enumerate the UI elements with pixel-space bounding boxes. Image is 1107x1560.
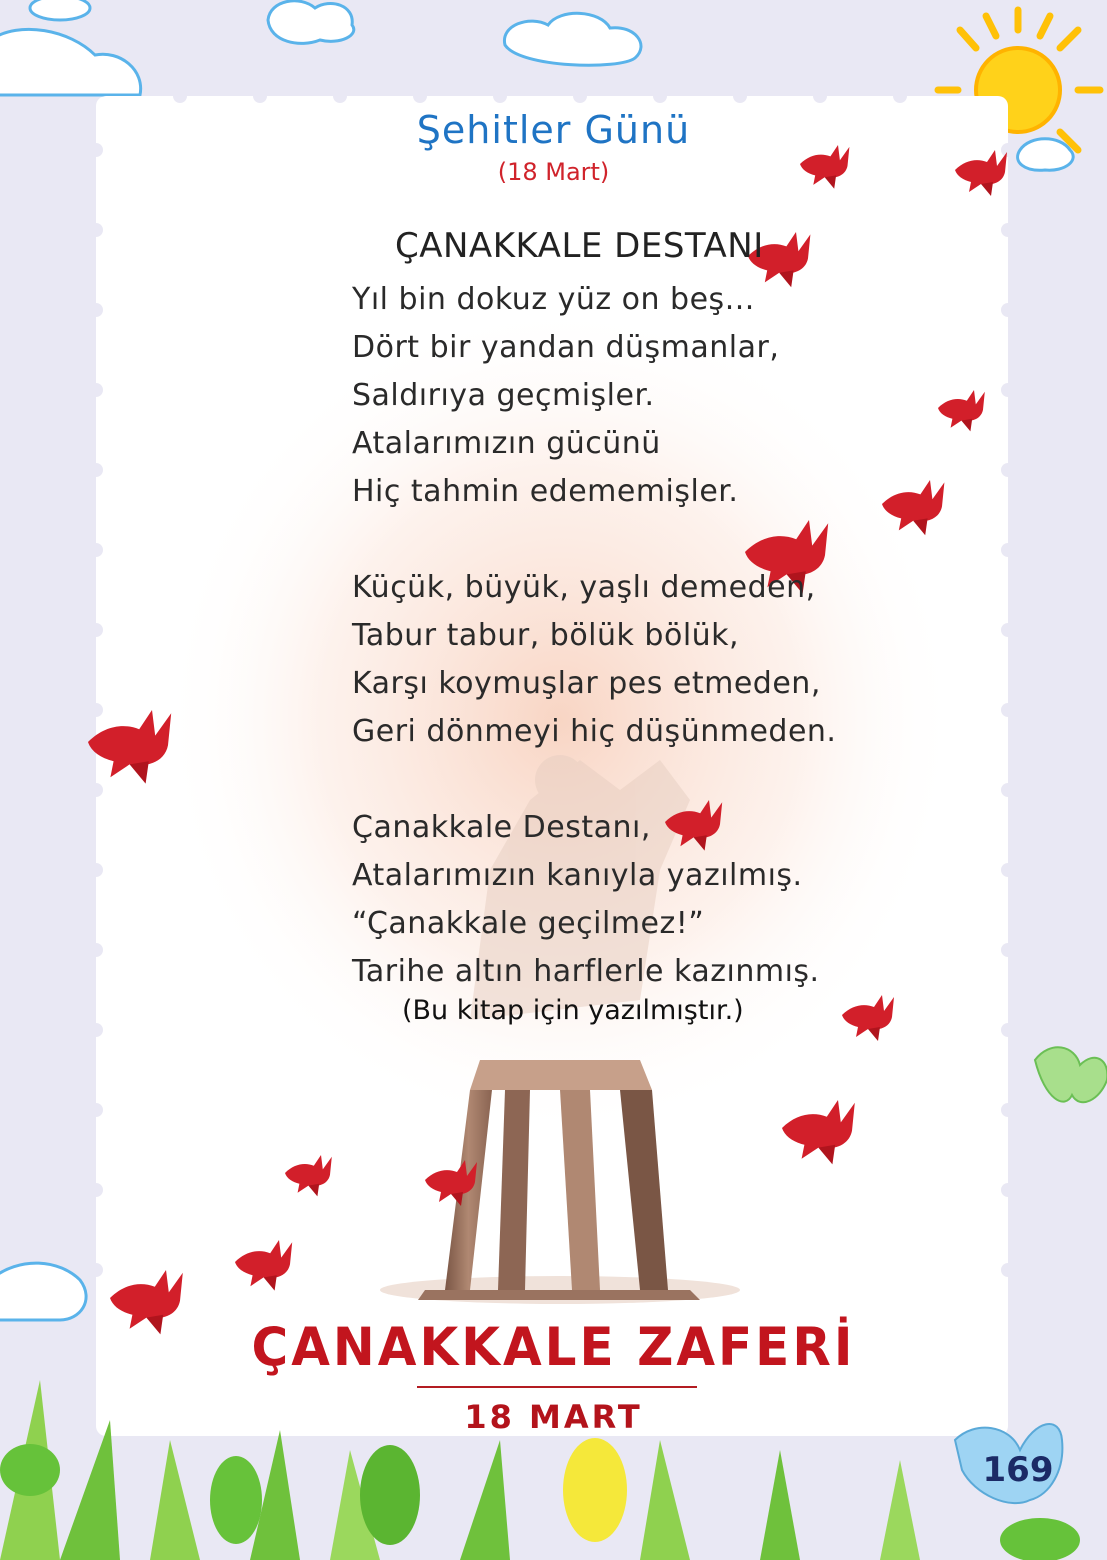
page-subtitle: (18 Mart) bbox=[497, 158, 610, 186]
poem-line: Saldırıya geçmişler. bbox=[352, 378, 655, 413]
banner-title: ÇANAKKALE ZAFERİ bbox=[251, 1316, 856, 1378]
poem-line: Yıl bin dokuz yüz on beş... bbox=[352, 282, 755, 317]
poem-title: ÇANAKKALE DESTANI bbox=[395, 226, 764, 266]
poem-line: Tabur tabur, bölük bölük, bbox=[352, 618, 740, 653]
poem-line: Hiç tahmin edememişler. bbox=[352, 474, 739, 509]
poem-body bbox=[352, 276, 836, 996]
poem-line: Atalarımızın kanıyla yazılmış. bbox=[352, 858, 803, 893]
poem-line: Tarihe altın harflerle kazınmış. bbox=[352, 954, 820, 989]
page-title: Şehitler Günü bbox=[416, 108, 691, 152]
page-number: 169 bbox=[982, 1450, 1054, 1490]
poem-line: Çanakkale Destanı, bbox=[352, 810, 651, 845]
poem-line: Geri dönmeyi hiç düşünmeden. bbox=[352, 714, 837, 749]
stanza-gap bbox=[352, 516, 836, 564]
stanza-gap bbox=[352, 756, 836, 804]
banner-date: 18 MART bbox=[464, 1398, 643, 1436]
poem-line: Dört bir yandan düşmanlar, bbox=[352, 330, 780, 365]
banner-divider bbox=[417, 1386, 697, 1388]
poem-line: Küçük, büyük, yaşlı demeden, bbox=[352, 570, 816, 605]
poem-line: “Çanakkale geçilmez!” bbox=[352, 906, 705, 941]
poem-note: (Bu kitap için yazılmıştır.) bbox=[402, 995, 744, 1026]
poem-line: Atalarımızın gücünü bbox=[352, 426, 661, 461]
poem-line: Karşı koymuşlar pes etmeden, bbox=[352, 666, 821, 701]
